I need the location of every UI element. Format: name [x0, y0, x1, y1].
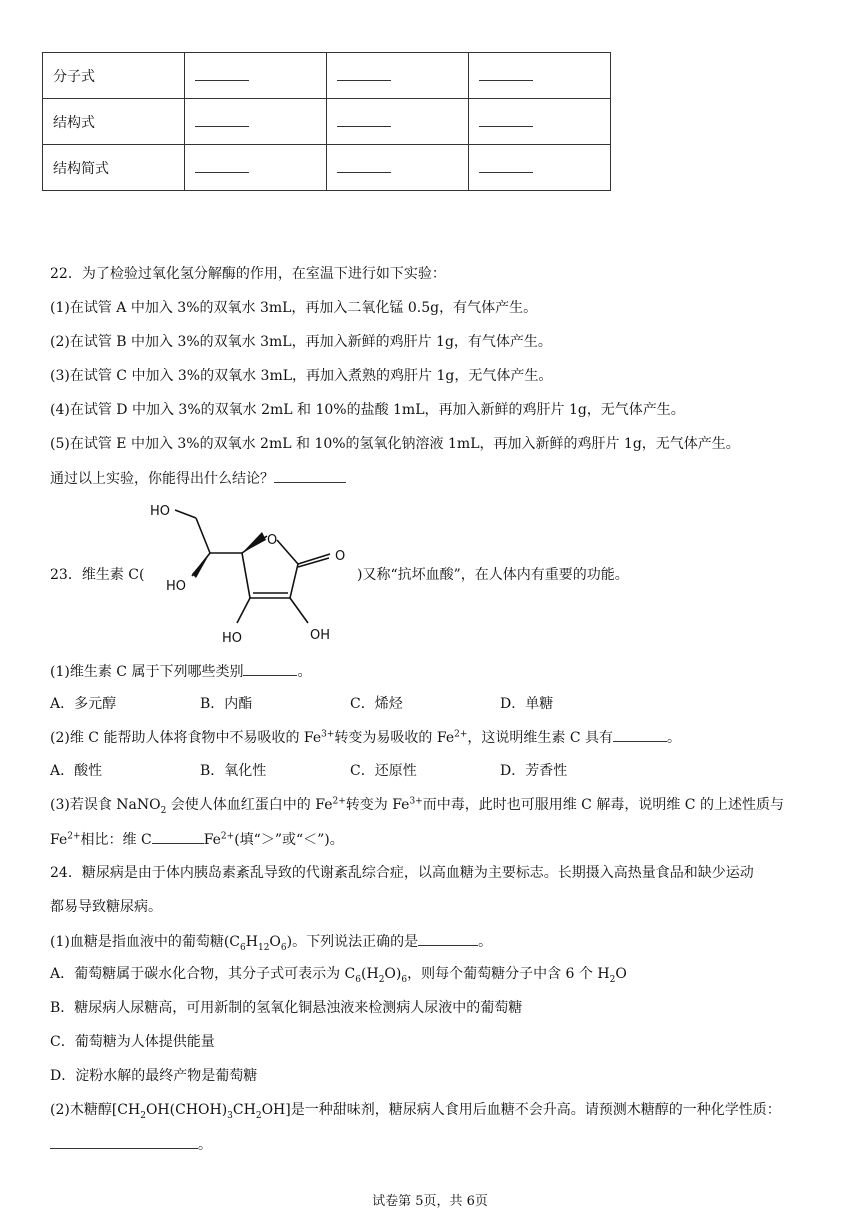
- q23-p1-option-a[interactable]: A．多元醇: [50, 696, 117, 712]
- q22-item-2: (2)在试管 B 中加入 3%的双氧水 3mL，再加入新鲜的鸡肝片 1g，有气体产生。: [50, 334, 552, 350]
- q24-option-c[interactable]: C．葡萄糖为人体提供能量: [50, 1034, 215, 1050]
- answer-blank[interactable]: [50, 1134, 198, 1149]
- q23-stem-before: 23．维生素 C(: [50, 567, 145, 583]
- structure-label-o-carbonyl: O: [335, 549, 346, 564]
- answer-blank[interactable]: [185, 99, 327, 145]
- subscript: 6: [355, 974, 362, 985]
- subscript: 2: [609, 974, 616, 985]
- subscript: 2: [160, 805, 167, 816]
- q24-optA-text: (H: [361, 966, 379, 982]
- subscript: 2: [255, 1110, 262, 1121]
- q22-item-3: (3)在试管 C 中加入 3%的双氧水 3mL，再加入煮熟的鸡肝片 1g，无气体产生。: [50, 368, 553, 384]
- q23-p1-option-d[interactable]: D．单糖: [500, 696, 554, 712]
- q24-option-d[interactable]: D．淀粉水解的最终产物是葡萄糖: [50, 1068, 258, 1084]
- q23-p3-text: 转变为 Fe: [345, 797, 410, 813]
- answer-blank[interactable]: [418, 931, 478, 946]
- structure-label-oh-bottom: OH: [310, 628, 331, 643]
- answer-blank[interactable]: [327, 99, 469, 145]
- q22-item-5: (5)在试管 E 中加入 3%的双氧水 2mL 和 10%的氢氧化钠溶液 1mL，再加入新鲜的鸡肝片 1g，无气体产生。: [50, 436, 740, 452]
- subscript: 6: [280, 942, 287, 953]
- subscript: 3: [227, 1110, 233, 1121]
- table-row: [43, 53, 611, 99]
- q23-p2-option-d[interactable]: D．芳香性: [500, 763, 568, 779]
- q24-optA-text: O: [615, 966, 627, 982]
- q23-p3-text: (3)若误食 NaNO: [50, 797, 161, 813]
- subscript: 2: [140, 1110, 146, 1121]
- page-footer: 试卷第 5页，共 6页: [372, 1194, 488, 1209]
- q24-optA-text: O): [384, 966, 402, 982]
- q23-stem-after: )又称“抗坏血酸”，在人体内有重要的功能。: [357, 567, 629, 583]
- q23-part2: (2)维 C 能帮助人体将食物中不易吸收的 $Fe^{3+}$转变为易吸收的 $Fe^{2+}$，这说明维生素 C 具有 。: [50, 727, 681, 748]
- subscript: 2: [378, 974, 385, 985]
- answer-blank[interactable]: [152, 829, 204, 844]
- q22-stem: 22．为了检验过氧化氢分解酶的作用，在室温下进行如下实验：: [50, 266, 446, 282]
- q23-p3-text: 相比：维 C: [80, 832, 152, 848]
- superscript: 3+: [321, 729, 335, 740]
- superscript: 2+: [454, 729, 468, 740]
- superscript: 3+: [409, 796, 423, 807]
- q23-p1-option-c[interactable]: C．烯烃: [350, 696, 403, 712]
- superscript: 2+: [220, 831, 235, 842]
- answer-blank[interactable]: [274, 468, 346, 483]
- q23-p1-option-b[interactable]: B．内酯: [200, 696, 253, 712]
- q24-optA-text: A．葡萄糖属于碳水化合物，其分子式可表示为 C: [50, 966, 356, 982]
- q23-p2-option-a[interactable]: A．酸性: [50, 763, 103, 779]
- subscript: 6: [240, 942, 246, 953]
- q23-p3-text: Fe: [50, 832, 68, 848]
- answer-blank[interactable]: [327, 145, 469, 191]
- q24-p2-text: CH: [232, 1102, 256, 1118]
- superscript: 2+: [332, 796, 346, 807]
- q23-p3-text: Fe: [203, 832, 221, 848]
- q23-p2-text: ，这说明维生素 C 具有: [467, 730, 614, 746]
- structure-label-ho-bottom: HO: [222, 631, 243, 646]
- answer-blank[interactable]: [327, 53, 469, 99]
- q23-part1: (1)维生素 C 属于下列哪些类别 。: [50, 661, 311, 682]
- q23-part3: [50, 795, 784, 815]
- q23-part3-line2: [50, 829, 344, 850]
- structure-label-ho-top: HO: [150, 504, 171, 519]
- q24-p1-text: )。下列说法正确的是: [286, 934, 419, 950]
- superscript: 2+: [67, 831, 81, 842]
- q24-option-b[interactable]: B．糖尿病人尿糖高，可用新制的氢氧化铜悬浊液来检测病人尿液中的葡萄糖: [50, 1000, 523, 1016]
- answer-blank[interactable]: [185, 145, 327, 191]
- q23-p3-text: 而中毒，此时也可服用维 C 解毒，说明维 C 的上述性质与: [422, 797, 784, 813]
- vitamin-c-structure: [140, 498, 355, 648]
- q24-stem-line1: 24．糖尿病是由于体内胰岛素紊乱导致的代谢紊乱综合症，以高血糖为主要标志。长期摄入高热量食品和缺少运动: [50, 865, 754, 881]
- answer-blank[interactable]: [243, 661, 297, 676]
- q24-part2-line2: [50, 1134, 212, 1155]
- q24-part2: [50, 1100, 781, 1120]
- q24-p2-text: (2)木糖醇[CH: [50, 1102, 141, 1118]
- q24-p1-text: O: [269, 934, 281, 950]
- q24-option-a[interactable]: [50, 964, 627, 984]
- q24-p1-text: H: [245, 934, 258, 950]
- q23-p3-text: (填“＞”或“＜”)。: [234, 832, 344, 848]
- answer-blank[interactable]: [613, 727, 667, 742]
- q24-p2-text: OH]是一种甜味剂，糖尿病人食用后血糖不会升高。请预测木糖醇的一种化学性质：: [261, 1102, 781, 1118]
- q24-p2-text: OH(CHOH): [145, 1102, 228, 1118]
- structure-label-ho-left: HO: [166, 579, 187, 594]
- q22-item-1: (1)在试管 A 中加入 3%的双氧水 3mL，再加入二氧化锰 0.5g，有气体产生。: [50, 300, 538, 316]
- answer-blank[interactable]: [469, 145, 611, 191]
- q22-conclusion-text: 通过以上实验，你能得出什么结论？: [50, 471, 274, 487]
- q23-p2-option-c[interactable]: C．还原性: [350, 763, 417, 779]
- answer-blank[interactable]: [469, 53, 611, 99]
- q23-p2-option-b[interactable]: B．氧化性: [200, 763, 267, 779]
- structure-label-o-ring: O: [267, 533, 278, 548]
- q24-part1: (1)血糖是指血液中的葡萄糖$(C_6H_{12}O_6)$。下列说法正确的是 。: [50, 931, 492, 952]
- formula-table: [42, 52, 611, 191]
- answer-blank[interactable]: [185, 53, 327, 99]
- q24-optA-text: ，则每个葡萄糖分子中含 6 个 H: [407, 966, 610, 982]
- q24-stem-line2: 都易导致糖尿病。: [50, 899, 162, 915]
- subscript: 12: [257, 942, 270, 953]
- row-label: 结构简式: [43, 145, 185, 191]
- q23-p3-text: 会使人体血红蛋白中的 Fe: [166, 797, 333, 813]
- q24-p1-text: (1)血糖是指血液中的葡萄糖(C: [50, 934, 241, 950]
- table-row: [43, 99, 611, 145]
- q24-p2-end: 。: [198, 1137, 212, 1153]
- table-row: [43, 145, 611, 191]
- answer-blank[interactable]: [469, 99, 611, 145]
- row-label: 结构式: [43, 99, 185, 145]
- q22-conclusion: [50, 468, 346, 489]
- q22-item-4: (4)在试管 D 中加入 3%的双氧水 2mL 和 10%的盐酸 1mL，再加入新鲜的鸡肝片 1g，无气体产生。: [50, 402, 685, 418]
- subscript: 6: [401, 974, 408, 985]
- row-label: 分子式: [43, 53, 185, 99]
- q23-p2-text: 转变为易吸收的 Fe: [334, 730, 455, 746]
- q23-p1-text: (1)维生素 C 属于下列哪些类别: [50, 664, 244, 680]
- q23-p2-text: (2)维 C 能帮助人体将食物中不易吸收的 Fe: [50, 730, 322, 746]
